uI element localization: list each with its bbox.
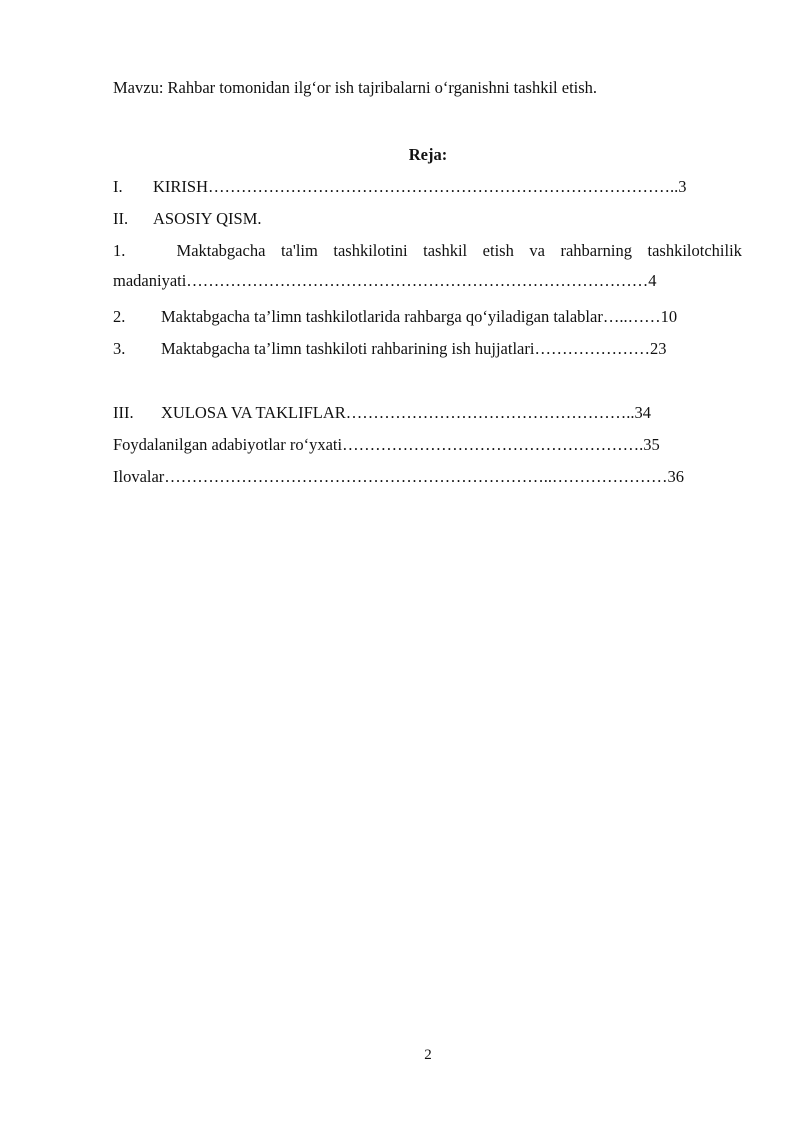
toc-number: 1. <box>113 241 126 260</box>
toc-number: 3. <box>113 339 126 358</box>
toc-entry-1-line1 <box>113 241 742 261</box>
toc-text: XULOSA VA TAKLIFLAR……………………………………………..34 <box>161 403 652 422</box>
toc-word: Maktabgacha <box>176 241 266 260</box>
toc-word: va <box>529 241 545 260</box>
toc-number: II. <box>113 209 129 228</box>
toc-entry-references: Foydalanilgan adabiyotlar ro‘yxati……………………………………………….35 <box>113 435 660 454</box>
toc-entry-conclusion <box>113 403 651 423</box>
toc-text: ASOSIY QISM. <box>153 209 262 228</box>
toc-entry-2 <box>113 307 677 327</box>
toc-word: rahbarning <box>560 241 632 260</box>
page-number: 2 <box>424 1047 432 1063</box>
toc-entry-3 <box>113 339 666 359</box>
toc-entry-appendix: Ilovalar……………………………………………………………..…………………36 <box>113 467 685 486</box>
toc-number: I. <box>113 177 123 196</box>
toc-word: etish <box>482 241 514 260</box>
toc-text: KIRISH…………………………………………………………………………..3 <box>153 177 687 196</box>
toc-word: tashkilotchilik <box>647 241 742 260</box>
toc-text: Maktabgacha ta’limn tashkilotlarida rahbarga qo‘yiladigan talablar…..……10 <box>161 307 678 326</box>
toc-text: Maktabgacha ta’limn tashkiloti rahbarining ish hujjatlari…………………23 <box>161 339 667 358</box>
toc-word: tashkilotini <box>333 241 408 260</box>
topic-line: Mavzu: Rahbar tomonidan ilg‘or ish tajribalarni o‘rganishni tashkil etish. <box>113 78 598 97</box>
toc-number: III. <box>113 403 134 422</box>
toc-entry-main-part <box>113 209 262 229</box>
toc-number: 2. <box>113 307 126 326</box>
plan-heading: Reja: <box>408 145 448 164</box>
toc-entry-1-line2: madaniyati…………………………………………………………………………4 <box>113 271 657 290</box>
toc-word: tashkil <box>423 241 468 260</box>
toc-entry-introduction <box>113 177 687 197</box>
toc-word: ta'lim <box>280 241 318 260</box>
